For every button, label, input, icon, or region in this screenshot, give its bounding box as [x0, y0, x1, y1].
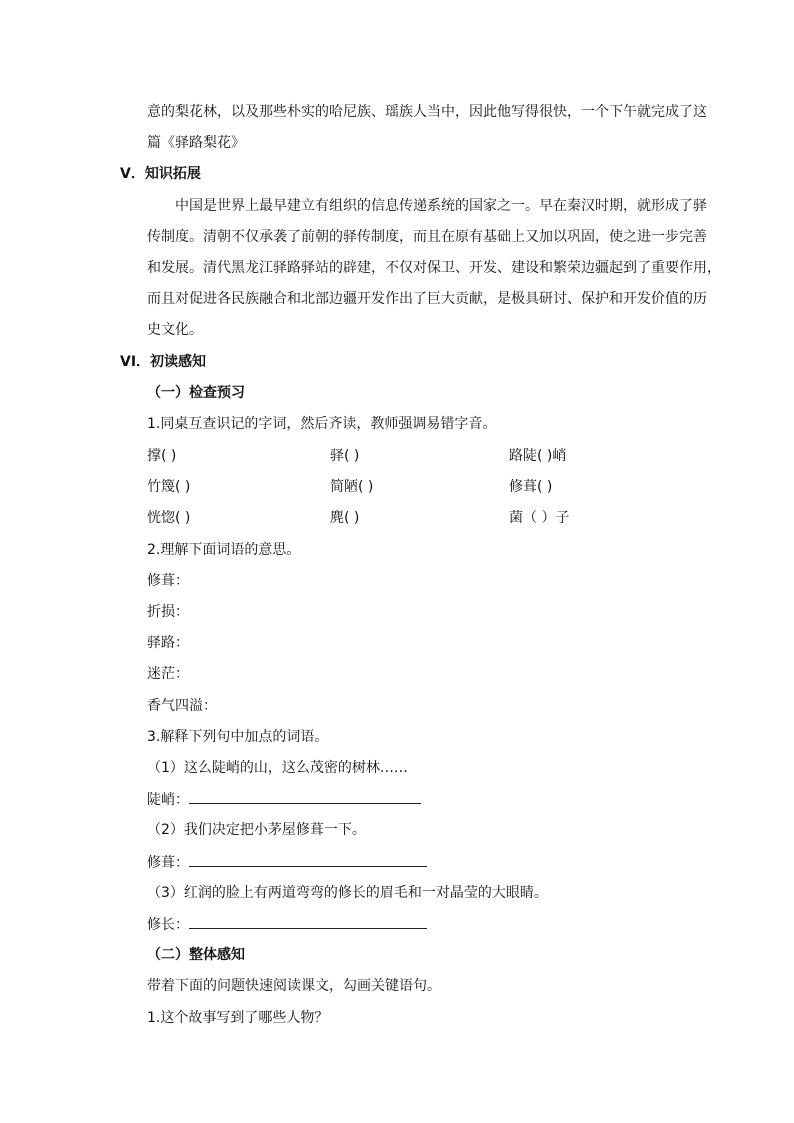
- answer-row-3: [147, 914, 427, 935]
- answer-blank[interactable]: [189, 852, 427, 867]
- answer-row-2: [147, 852, 427, 873]
- pinyin-item: 驿( ): [330, 448, 360, 464]
- intro-line-1: 意的梨花林，以及那些朴实的哈尼族、瑶族人当中，因此他写得很快，一个下午就完成了这: [147, 104, 707, 120]
- sentence-1: （1）这么陡峭的山，这么茂密的树林……: [147, 760, 408, 776]
- sentence-3: （3）红润的脸上有两道弯弯的修长的眉毛和一对晶莹的大眼睛。: [147, 885, 548, 901]
- answer-label: 修葺：: [147, 855, 189, 871]
- paragraph-line: 和发展。清代黑龙江驿路驿站的辟建，不仅对保卫、开发、建设和繁荣边疆起到了重要作用，: [147, 260, 721, 276]
- answer-blank[interactable]: [189, 789, 421, 804]
- answer-blank[interactable]: [189, 914, 427, 929]
- term-item: 驿路：: [147, 635, 189, 651]
- pinyin-item: 简陋( ): [330, 479, 374, 495]
- paragraph-line: 传制度。清朝不仅承袭了前朝的驿传制度，而且在原有基础上又加以巩固，使之进一步完善: [147, 229, 707, 245]
- pinyin-item: 恍惚( ): [147, 510, 191, 526]
- sentence-2: （2）我们决定把小茅屋修葺一下。: [147, 822, 366, 838]
- term-item: 折损：: [147, 604, 189, 620]
- pinyin-item: 路陡( )峭: [509, 448, 567, 464]
- paragraph-line: 而且对促进各民族融合和北部边疆开发作出了巨大贡献，是极具研讨、保护和开发价值的历: [147, 291, 707, 307]
- term-item: 迷茫：: [147, 666, 189, 682]
- subsection-heading-overall: （二）整体感知: [147, 947, 245, 963]
- term-item: 修葺：: [147, 573, 189, 589]
- question-1: 1.同桌互查识记的字词，然后齐读，教师强调易错字音。: [147, 416, 497, 432]
- paragraph-line: 史文化。: [147, 322, 203, 338]
- pinyin-item: 修葺( ): [509, 479, 553, 495]
- pinyin-item: 菌（ ）子: [509, 510, 570, 526]
- question-2: 2.理解下面词语的意思。: [147, 542, 301, 558]
- pinyin-item: 撑( ): [147, 448, 177, 464]
- instruction-text: 带着下面的问题快速阅读课文，勾画关键语句。: [147, 978, 441, 994]
- question-3: 3.解释下列句中加点的词语。: [147, 729, 329, 745]
- subsection-heading-preview: （一）检查预习: [147, 385, 245, 401]
- intro-line-2: 篇《驿路梨花》: [147, 135, 245, 151]
- question-4: 1.这个故事写到了哪些人物？: [147, 1010, 329, 1026]
- section-heading-knowledge: V．知识拓展: [120, 166, 201, 182]
- answer-row-1: [147, 789, 421, 810]
- section-heading-first-reading: VI．初读感知: [120, 354, 207, 370]
- paragraph-line: 中国是世界上最早建立有组织的信息传递系统的国家之一。早在秦汉时期，就形成了驿: [175, 198, 707, 214]
- answer-label: 修长：: [147, 917, 189, 933]
- answer-label: 陡峭：: [147, 792, 189, 808]
- term-item: 香气四溢：: [147, 698, 217, 714]
- pinyin-item: 竹篾( ): [147, 479, 191, 495]
- pinyin-item: 麂( ): [330, 510, 360, 526]
